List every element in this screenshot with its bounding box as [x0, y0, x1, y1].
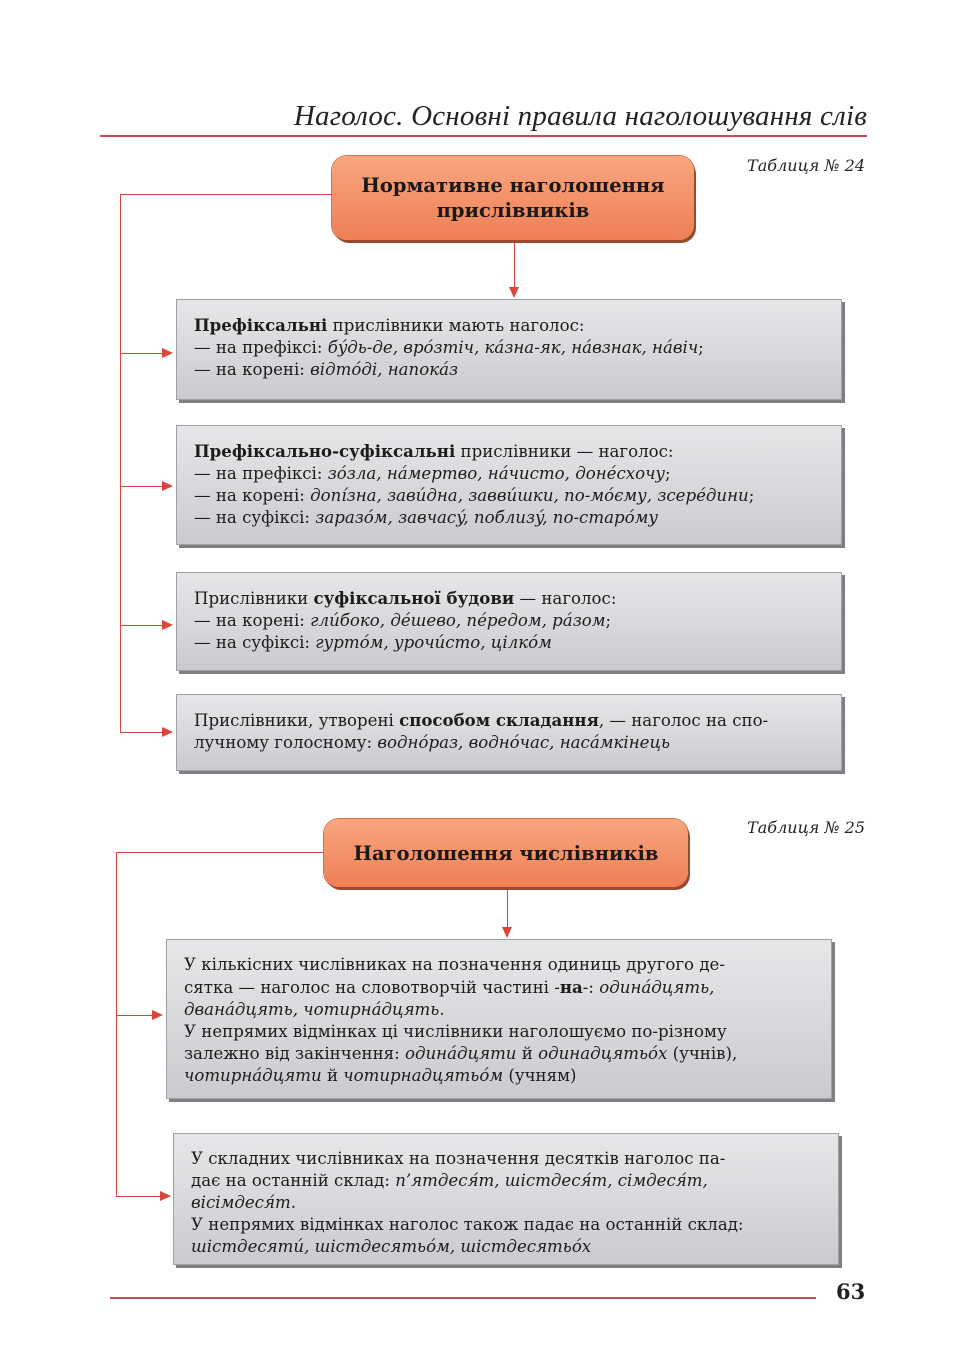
- text: — на префіксі:: [194, 464, 328, 483]
- text: Прислівники: [194, 589, 314, 608]
- examples: відтóді, напокáз: [310, 360, 459, 379]
- term-bold: Префіксальні: [194, 315, 328, 335]
- connector-top-25: [116, 852, 324, 853]
- compound-adverbs-box: [176, 694, 842, 771]
- arrow-right-icon: [162, 348, 173, 358]
- arrow-right-icon: [162, 620, 173, 630]
- text: — на суфіксі:: [194, 633, 316, 652]
- connector-branch: [120, 486, 164, 487]
- examples: чотирнадцятьóм: [343, 1066, 504, 1085]
- examples: п’ятдеся́т, шістдеся́т, сімдеся́т,: [395, 1171, 708, 1190]
- text: У кількісних числівниках на позначення одиниць другого де-: [184, 955, 725, 974]
- text: й: [321, 1066, 344, 1085]
- connector-vertical-24: [120, 194, 121, 732]
- examples: одинáдцять,: [599, 978, 715, 997]
- page-number: 63: [836, 1279, 866, 1304]
- text: прислівники мають наголос:: [327, 316, 585, 335]
- connector-top-24: [120, 194, 332, 195]
- text: — на корені:: [194, 360, 311, 379]
- arrow-down-icon: [509, 287, 519, 298]
- page-header-title: Наголос. Основні правила наголошування слів: [293, 100, 867, 132]
- text: .: [290, 1193, 296, 1212]
- connector-down-24: [514, 242, 515, 290]
- examples: воднóраз, воднóчас, насáмкінець: [377, 733, 671, 752]
- table-24-title: [332, 156, 694, 240]
- text: У складних числівниках на позначення десятків наголос па-: [191, 1149, 726, 1168]
- connector-down-25: [507, 890, 508, 930]
- text: , — наголос на спо-: [598, 711, 769, 730]
- connector-branch: [120, 625, 164, 626]
- examples: вісімдеся́т: [191, 1193, 291, 1212]
- prefixal-suffixal-adverbs-box: [176, 425, 842, 545]
- arrow-right-icon: [152, 1010, 163, 1020]
- connector-branch: [116, 1015, 154, 1016]
- table-24-title-line1: Нормативне наголошення: [361, 174, 665, 197]
- term-bold: на: [559, 977, 583, 997]
- examples: гуртóм, урочúсто, цілкóм: [315, 633, 552, 652]
- connector-branch: [116, 1196, 162, 1197]
- examples: шістдесятú, шістдесятьóм, шістдесятьóх: [191, 1237, 592, 1256]
- arrow-down-icon: [502, 927, 512, 938]
- compound-numerals-box: [173, 1133, 839, 1265]
- suffixal-adverbs-box: [176, 572, 842, 671]
- examples: глúбоко, дéшево, пéредом, рáзом: [310, 611, 606, 630]
- examples: допíзна, завúдна, заввúшки, по-мóєму, зсерéдини: [310, 486, 749, 505]
- examples: бýдь-де, врóзтіч, кáзна-як, нáвзнак, нáвіч: [327, 338, 699, 357]
- text: ;: [665, 464, 671, 483]
- examples: одинадцятьóх: [538, 1044, 668, 1063]
- table-25-title: Наголошення числівників: [324, 819, 688, 887]
- text: .: [439, 1000, 445, 1019]
- table-25-label: Таблиця № 25: [747, 818, 865, 837]
- examples: чотирнáдцяти: [184, 1066, 322, 1085]
- text: — на суфіксі:: [194, 508, 316, 527]
- term-bold: Префіксально-суфіксальні: [194, 441, 456, 461]
- term-bold: способом складання: [399, 710, 599, 730]
- text: ;: [605, 611, 612, 630]
- text: — на корені:: [194, 486, 311, 505]
- text: У непрямих відмінках ці числівники наголошуємо по-різному: [184, 1022, 727, 1041]
- prefixal-adverbs-box: [176, 299, 842, 400]
- text: ;: [698, 338, 704, 357]
- arrow-right-icon: [162, 481, 173, 491]
- text: сятка — наголос на словотворчій частині -: [184, 978, 560, 997]
- text: залежно від закінчення:: [184, 1044, 405, 1063]
- connector-vertical-25: [116, 852, 117, 1196]
- text: У непрямих відмінках наголос також падає на останній склад:: [191, 1215, 744, 1234]
- term-bold: суфіксальної будови: [313, 588, 515, 608]
- connector-branch: [120, 732, 164, 733]
- text: — наголос:: [514, 589, 617, 608]
- arrow-right-icon: [160, 1191, 171, 1201]
- text: ;: [748, 486, 755, 505]
- footer-divider: [110, 1297, 816, 1299]
- text: (учнів),: [667, 1044, 738, 1063]
- header-divider: [100, 135, 867, 137]
- connector-branch: [120, 353, 164, 354]
- text: — на корені:: [194, 611, 311, 630]
- text: й: [516, 1044, 539, 1063]
- examples: зóзла, нáмертво, нáчисто, донéсхочу: [327, 464, 666, 483]
- text: — на префіксі:: [194, 338, 328, 357]
- cardinal-numerals-box: [166, 939, 832, 1099]
- examples: одинáдцяти: [404, 1044, 517, 1063]
- text: -:: [582, 978, 600, 997]
- arrow-right-icon: [162, 727, 173, 737]
- text: прислівники — наголос:: [455, 442, 674, 461]
- text: (учням): [503, 1066, 577, 1085]
- text: Прислівники, утворені: [194, 711, 400, 730]
- table-24-label: Таблиця № 24: [747, 156, 865, 175]
- examples: дванáдцять, чотирнáдцять: [184, 1000, 440, 1019]
- table-24-title-line2: прислівників: [436, 199, 590, 222]
- text: дає на останній склад:: [191, 1171, 396, 1190]
- text: лучному голосному:: [194, 733, 378, 752]
- examples: заразóм, завчасý, поблизý, по-старóму: [315, 508, 658, 527]
